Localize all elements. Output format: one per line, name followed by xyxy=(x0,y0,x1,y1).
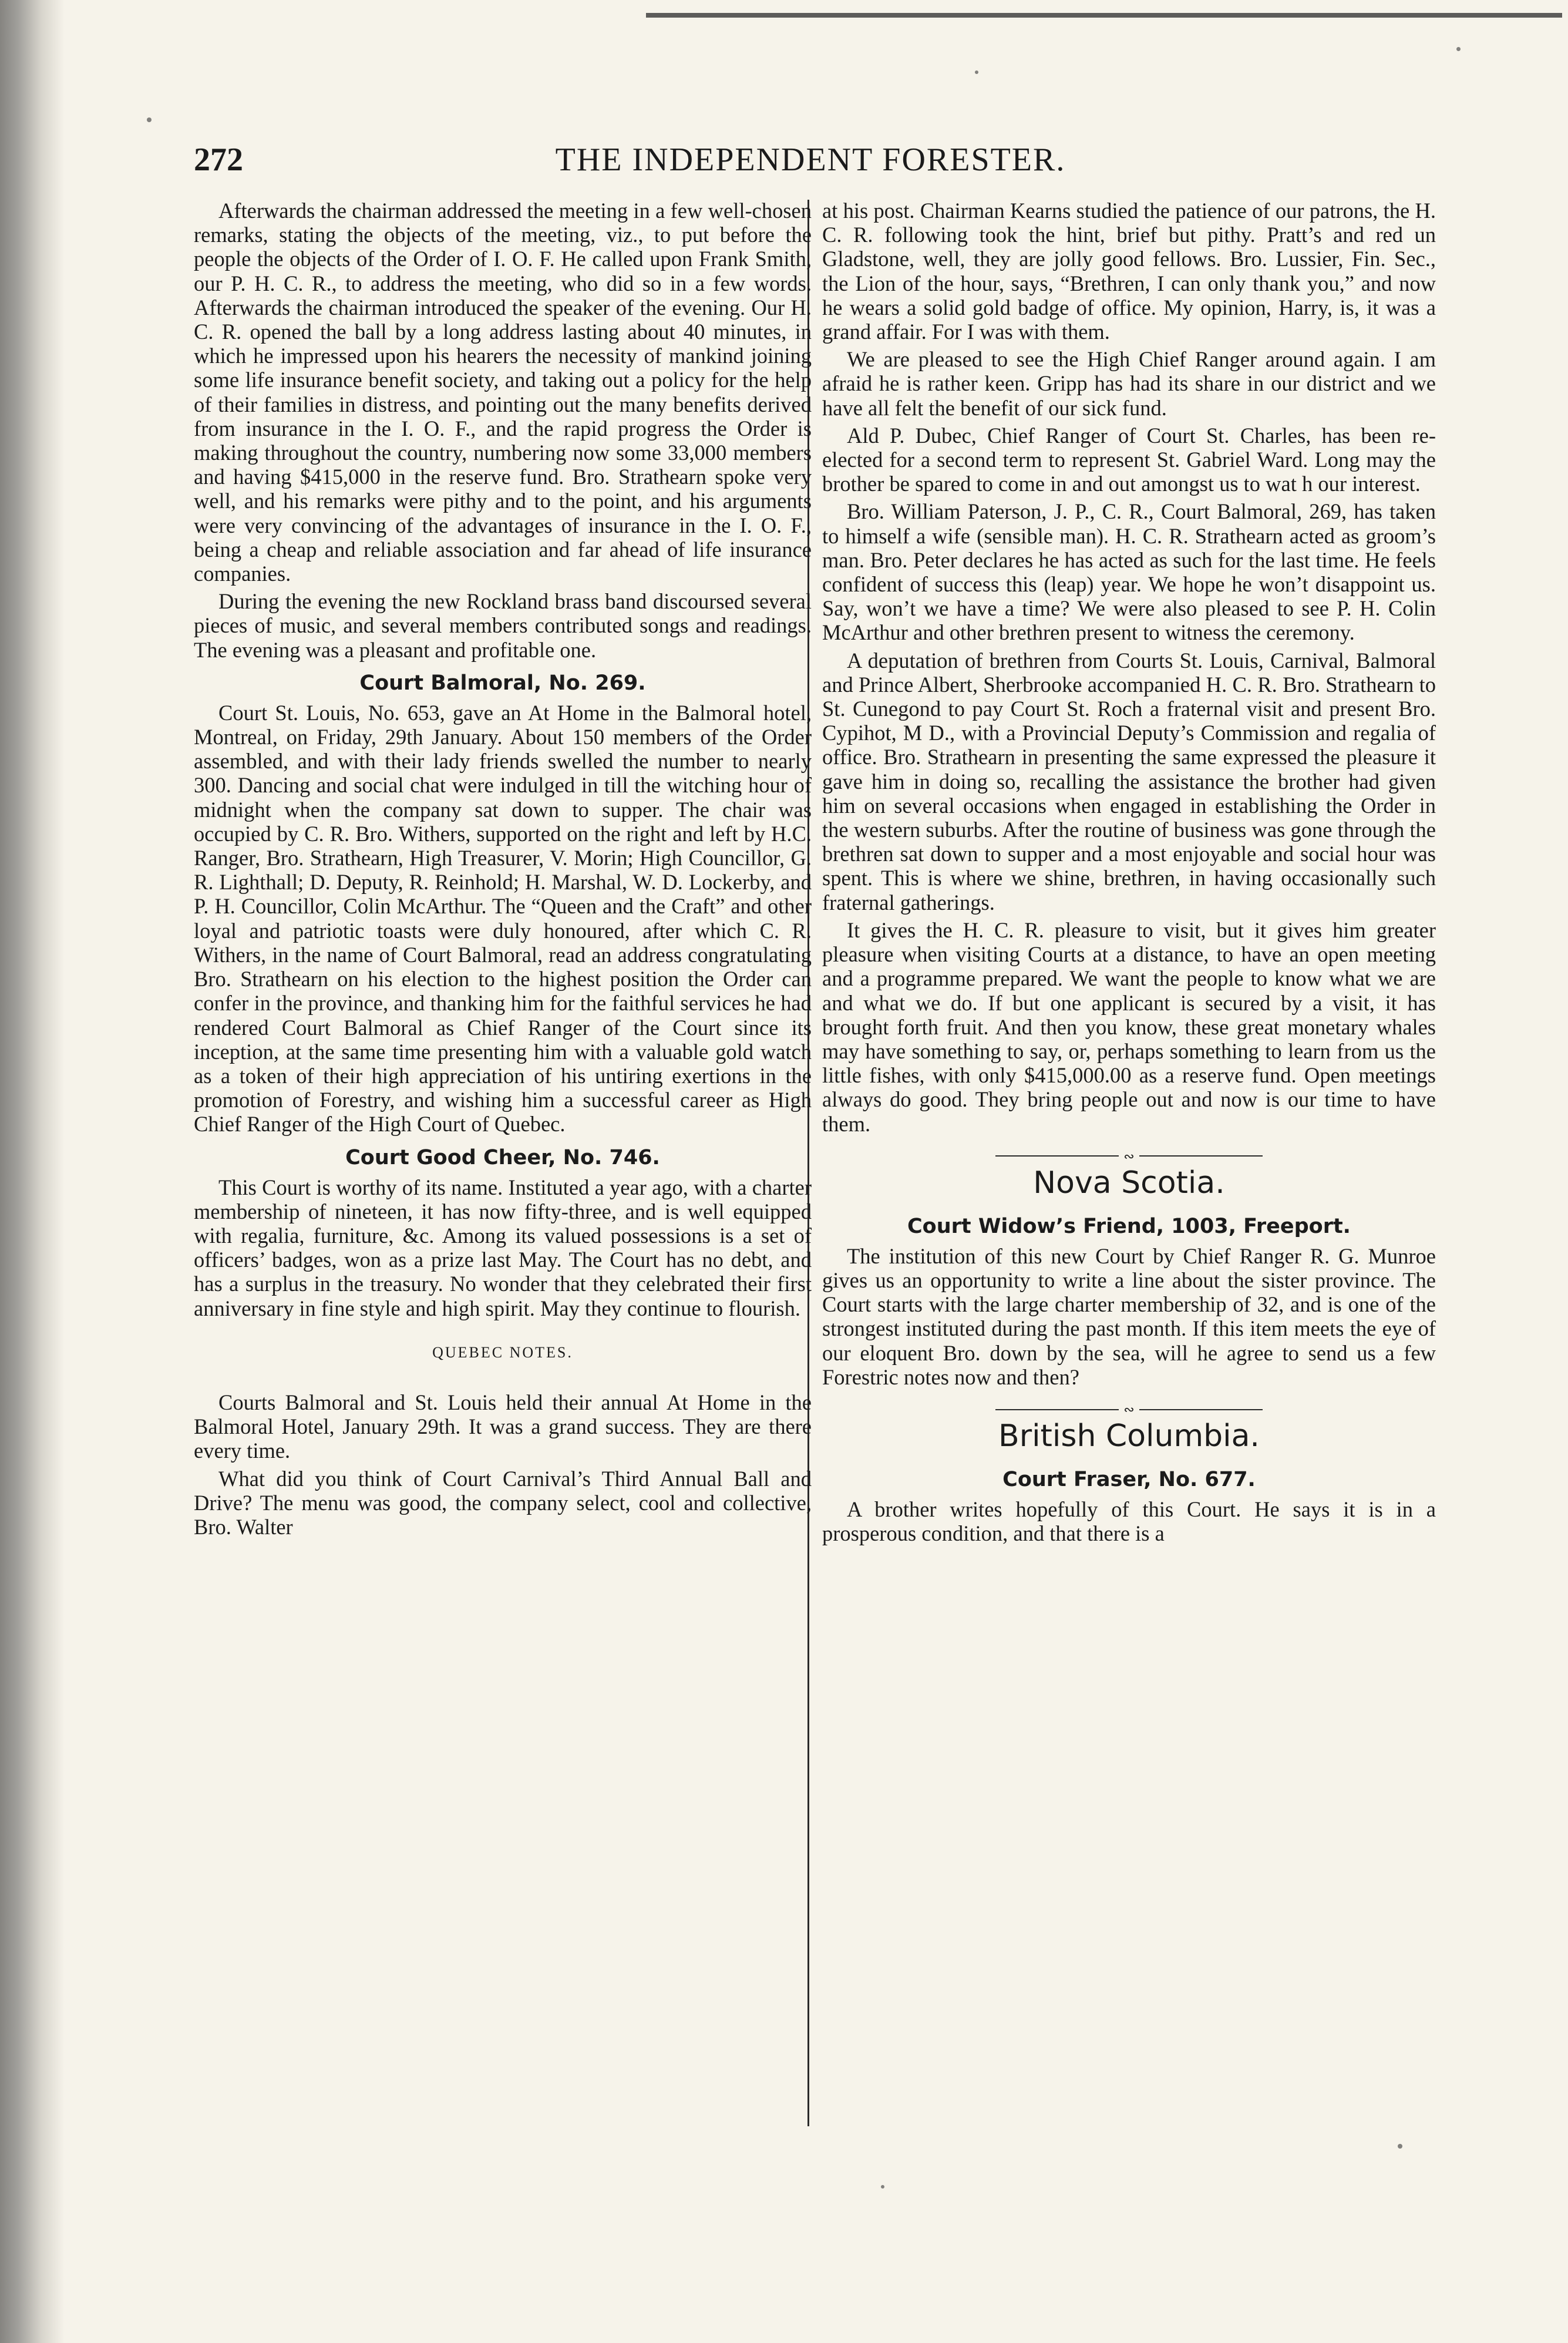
print-speck xyxy=(147,117,152,122)
paragraph: It gives the H. C. R. pleasure to visit, but it gives him greater pleasure when visiting Courts at a distance, to have an open meeting and a programme prepared. We want the people to know what we are and what we do. If but one applicant is secured by a visit, it has brought forth fruit. And then you know, these great monetary whales may have something to say, or, perhaps something to learn from us the little fishes, with only $415,000.00 as a reserve fund. Open meetings always do good. They bring people out and now is our time to have them. xyxy=(822,917,1436,1136)
right-column xyxy=(822,199,1436,1545)
paragraph: Afterwards the chairman addressed the meeting in a few well-chosen remarks, stating the objects of the meeting, viz., to put before the people the objects of the Order of I. O. F. He called upon Frank Smith, our P. H. C. R., to address the meeting, who did so in a few words. Afterwards the chairman introduced the speaker of the evening. Our H. C. R. opened the ball by a long address lasting about 40 minutes, in which he impressed upon his hearers the necessity of mankind joining some life insurance benefit society, and taking out a policy for the help of their families in distress, and pointing out the many benefits derived from insurance in the I. O. F., and the rapid progress the Order is making throughout the country, numbering now some 33,000 members and having $415,000 in the reserve fund. Bro. Strathearn spoke very well, and his remarks were pithy and to the point, and his arguments were very convincing of the advantages of insurance in the I. O. F., being a cheap and reliable association and far ahead of life insurance companies. xyxy=(194,199,812,586)
paragraph: During the evening the new Rockland brass band discoursed several pieces of music, and several members contributed songs and readings. The evening was a pleasant and profitable one. xyxy=(194,589,812,662)
paragraph: at his post. Chairman Kearns studied the patience of our patrons, the H. C. R. following took the hint, brief but pithy. Pratt’s and red un Gladstone, well, they are jolly good fellows. Bro. Lussier, Fin. Sec., the Lion of the hour, says, “Brethren, I can only thank you,” and now he wears a solid gold badge of office. My opinion, Harry, is, it was a grand affair. For I was with them. xyxy=(822,199,1436,344)
paragraph: What did you think of Court Carnival’s Third Annual Ball and Drive? The menu was good, the company select, cool and collective, Bro. Walter xyxy=(194,1466,812,1539)
print-speck xyxy=(975,70,978,74)
paragraph: Court St. Louis, No. 653, gave an At Home in the Balmoral hotel, Montreal, on Friday, 29th January. About 150 members of the Order assembled, and with their lady friends swelled the number to nearly 300. Dancing and social chat were indulged in till the witching hour of midnight when the company sat down to supper. The chair was occupied by C. R. Bro. Withers, supported on the right and left by H.C. Ranger, Bro. Strathearn, High Treasurer, V. Morin; High Councillor, G. R. Lighthall; D. Deputy, R. Reinhold; H. Marshal, W. D. Lockerby, and P. H. Councillor, Colin McArthur. The “Queen and the Craft” and other loyal and patriotic toasts were duly honoured, after which C. R. Withers, in the name of Court Balmoral, read an address congratulating Bro. Strathearn on his election to the highest position the Order can confer in the province, and thanking him for the faithful services he had rendered Court Balmoral as Chief Ranger of the Court since its inception, at the same time presenting him with a valuable gold watch as a token of their high appreciation of his untiring exertions in the promotion of Forestry, and wishing him a successful career as High Chief Ranger of the High Court of Quebec. xyxy=(194,700,812,1137)
print-speck xyxy=(1398,2144,1402,2149)
paragraph: This Court is worthy of its name. Instituted a year ago, with a charter membership of nineteen, it has now fifty-three, and is well equipped with regalia, furniture, &c. Among its valued possessions is a set of officers’ badges, won as a prize last May. The Court has no debt, and has a surplus in the treasury. No wonder that they celebrated their first anniversary in fine style and high spirit. May they continue to flourish. xyxy=(194,1175,812,1320)
ornament-glyph: ∾ xyxy=(1123,1401,1135,1417)
print-speck xyxy=(1456,47,1461,51)
paragraph: Ald P. Dubec, Chief Ranger of Court St. Charles, has been re-elected for a second term to represent St. Gabriel Ward. Long may the brother be spared to come in and out amongst us to wat h our interest. xyxy=(822,423,1436,496)
page-number: 272 xyxy=(194,142,243,178)
binding-shadow xyxy=(0,0,65,2343)
page-header xyxy=(194,141,1427,188)
ornament-glyph: ∾ xyxy=(1123,1148,1135,1164)
paragraph: Bro. William Paterson, J. P., C. R., Court Balmoral, 269, has taken to himself a wife (sensible man). H. C. R. Strathearn acted as groom’s man. Bro. Peter declares he has acted as such for the last time. He feels confident of success this (leap) year. We hope he won’t disappoint us. Say, won’t we have a time? We were also pleased to see P. H. Colin McArthur and other brethren present to witness the ceremony. xyxy=(822,499,1436,645)
section-heading: Court Fraser, No. 677. xyxy=(1002,1467,1256,1491)
section-heading: Court Good Cheer, No. 746. xyxy=(345,1145,660,1169)
paragraph: The institution of this new Court by Chief Ranger R. G. Munroe gives us an opportunity to write a line about the sister province. The Court starts with the large charter membership of 32, and is one of the strongest instituted during the past month. If this item meets the eye of our eloquent Bro. down by the sea, will he agree to send us a few Forestric notes now and then? xyxy=(822,1243,1436,1389)
province-heading: Nova Scotia. xyxy=(1033,1165,1225,1201)
paragraph: Courts Balmoral and St. Louis held their annual At Home in the Balmoral Hotel, January 29th. It was a grand success. They are there every time. xyxy=(194,1390,812,1463)
paragraph: We are pleased to see the High Chief Ranger around again. I am afraid he is rather keen. Gripp has had its share in our district and we have all felt the benefit of our sick fund. xyxy=(822,347,1436,420)
section-ornament xyxy=(822,1142,1436,1164)
left-column xyxy=(194,199,812,1539)
paragraph: A brother writes hopefully of this Court. He says it is in a prosperous condition, and that there is a xyxy=(822,1497,1436,1546)
section-heading: Court Balmoral, No. 269. xyxy=(359,671,646,695)
section-heading: Court Widow’s Friend, 1003, Freeport. xyxy=(907,1214,1351,1238)
section-ornament xyxy=(822,1395,1436,1417)
print-speck xyxy=(881,2185,884,2189)
paragraph: A deputation of brethren from Courts St. Louis, Carnival, Balmoral and Prince Albert, Sherbrooke accompanied H. C. R. Bro. Strathearn to St. Cunegond to pay Court St. Roch a fraternal visit and present Bro. Cypihot, M D., with a Provincial Deputy’s Commission and regalia of office. Bro. Strathearn in presenting the same expressed the pleasure it gave him in doing so, recalling the assistance the brother had given him on several occasions when engaged in establishing the Order in the western suburbs. After the routine of business was gone through the brethren sat down to supper and a most enjoyable and social hour was spent. This is where we shine, brethren, in having occasionally such fraternal gatherings. xyxy=(822,648,1436,915)
top-edge-mark xyxy=(646,13,1562,18)
province-heading: British Columbia. xyxy=(998,1418,1260,1454)
notes-heading: QUEBEC NOTES. xyxy=(432,1343,573,1361)
journal-title: THE INDEPENDENT FORESTER. xyxy=(555,142,1066,178)
